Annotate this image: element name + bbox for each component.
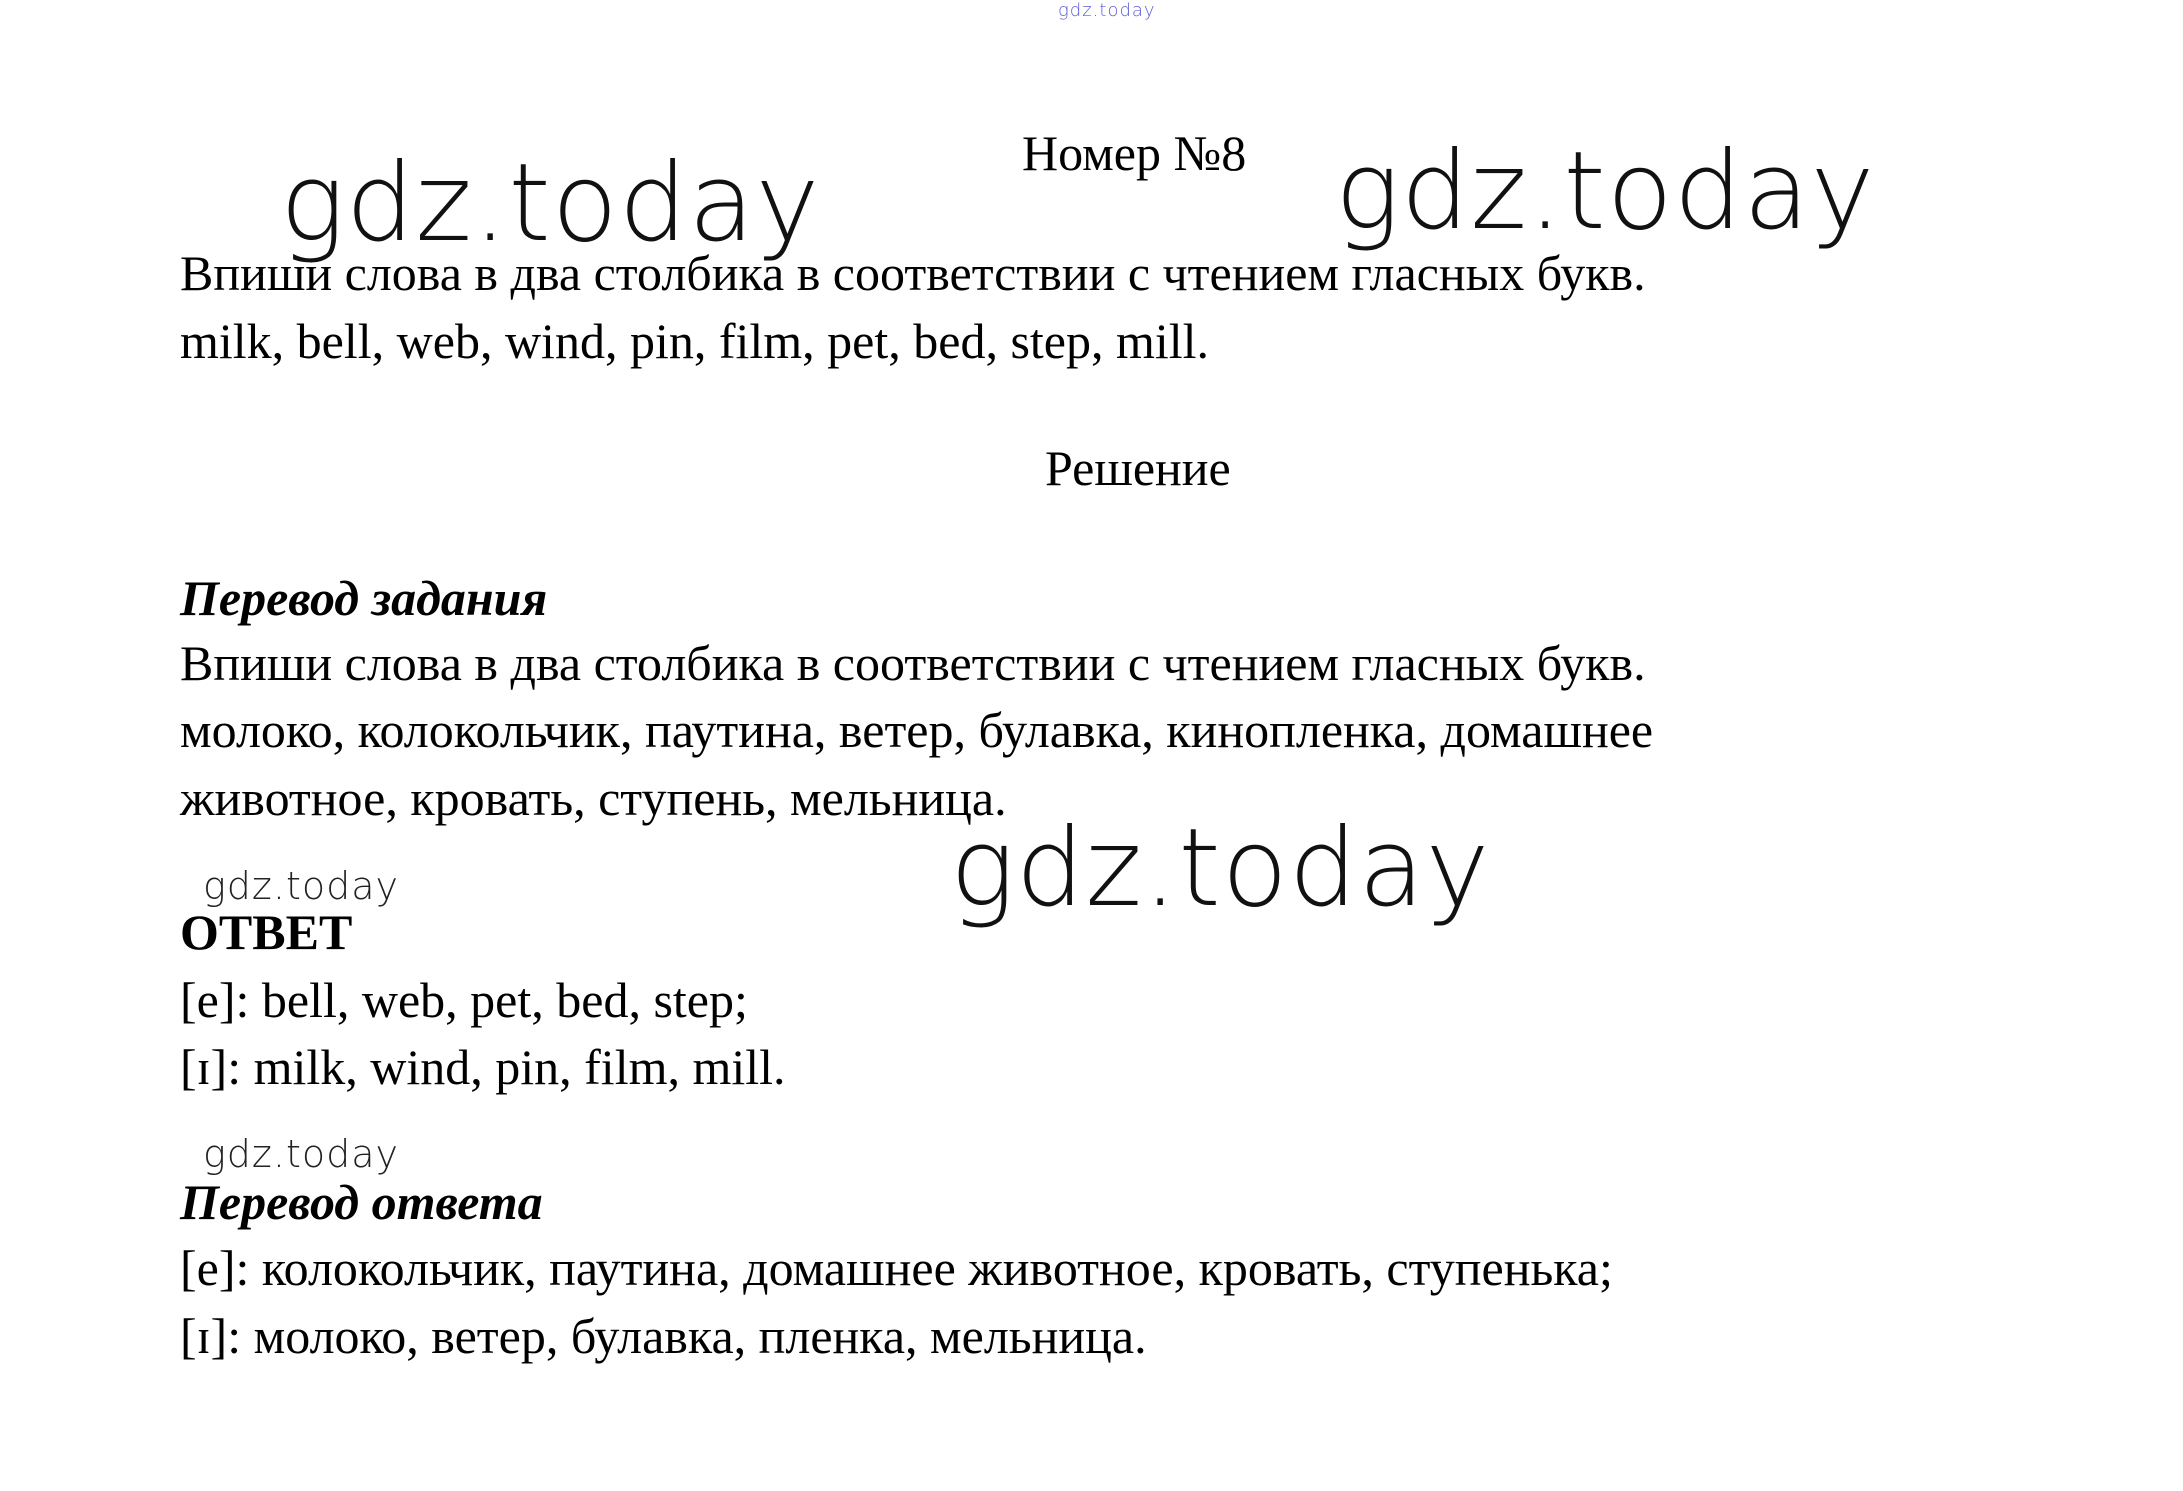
page-title: Номер №8 — [1022, 125, 1247, 181]
task-translation-line-2: молоко, колокольчик, паутина, ветер, булавка, кинопленка, домашнее — [180, 702, 1654, 758]
solution-label: Решение — [1045, 440, 1231, 496]
watermark-small-translation: gdz.today — [203, 1132, 399, 1176]
task-words: milk, bell, web, wind, pin, film, pet, bed, step, mill. — [180, 313, 1210, 369]
watermark-top-tiny: gdz.today — [1058, 0, 1156, 21]
answer-line-i: [ɪ]: milk, wind, pin, film, mill. — [180, 1039, 786, 1095]
task-instruction: Впиши слова в два столбика в соответствии с чтением гласных букв. — [180, 245, 1646, 301]
watermark-big-right: gdz.today — [1335, 129, 1876, 254]
answer-line-e: [e]: bell, web, pet, bed, step; — [180, 972, 748, 1028]
answer-heading: ОТВЕТ — [180, 904, 353, 960]
answer-translation-line-e: [e]: колокольчик, паутина, домашнее животное, кровать, ступенька; — [180, 1240, 1613, 1296]
answer-translation-line-i: [ɪ]: молоко, ветер, булавка, пленка, мельница. — [180, 1308, 1147, 1364]
task-translation-heading: Перевод задания — [180, 570, 548, 626]
watermark-big-left: gdz.today — [280, 141, 821, 266]
watermark-big-middle: gdz.today — [950, 806, 1491, 931]
answer-translation-heading: Перевод ответа — [180, 1174, 543, 1230]
task-translation-line-1: Впиши слова в два столбика в соответствии с чтением гласных букв. — [180, 635, 1646, 691]
task-translation-line-3: животное, кровать, ступень, мельница. — [180, 770, 1007, 826]
watermark-small-answer: gdz.today — [203, 864, 399, 908]
